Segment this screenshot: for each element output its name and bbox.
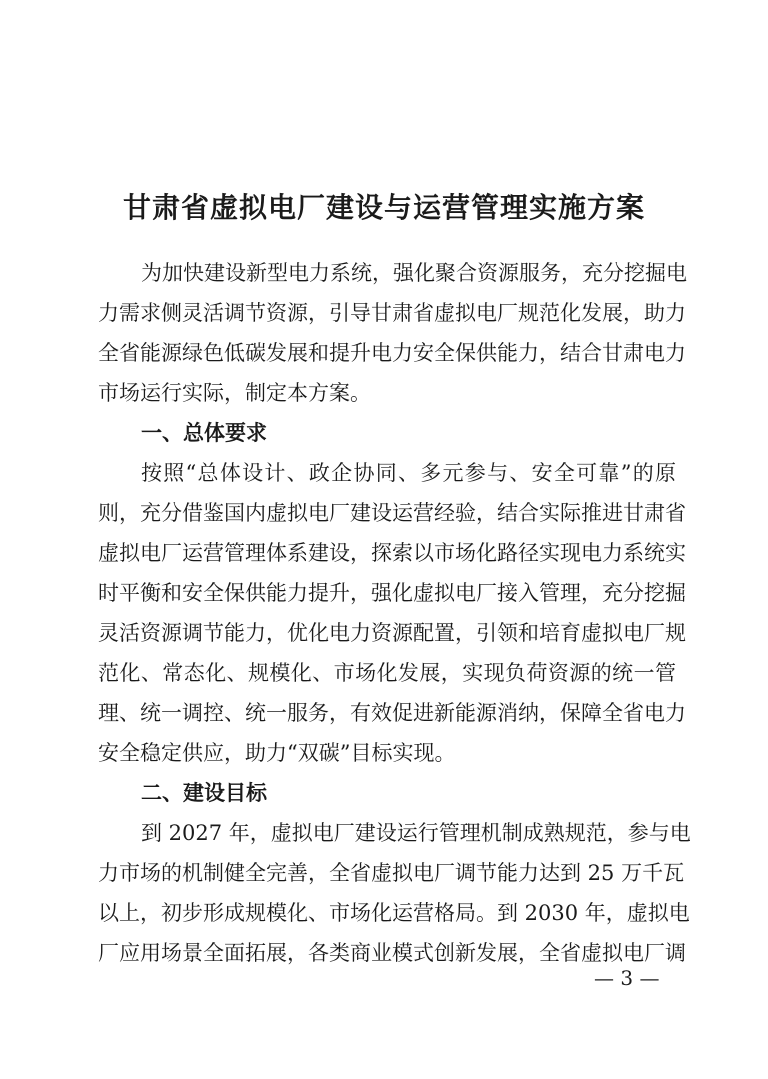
paragraph-line: 为加快建设新型电力系统，强化聚合资源服务，充分挖掘电: [141, 261, 687, 285]
paragraph-line: 虚拟电厂运营管理体系建设，探索以市场化路径实现电力系统实: [98, 541, 686, 565]
paragraph-line: 范化、常态化、规模化、市场化发展，实现负荷资源的统一管: [98, 661, 676, 685]
paragraph-line: 市场运行实际，制定本方案。: [98, 381, 371, 405]
paragraph-line: 理、统一调控、统一服务，有效促进新能源消纳，保障全省电力: [98, 701, 686, 725]
paragraph-line: 安全稳定供应，助力“双碳”目标实现。: [98, 741, 456, 765]
paragraph-line: 厂应用场景全面拓展，各类商业模式创新发展，全省虚拟电厂调: [98, 941, 686, 965]
page-number: — 3 —: [594, 966, 660, 990]
section-heading-construction-goals: 二、建设目标: [141, 781, 267, 805]
paragraph-line: 到 2027 年，虚拟电厂建设运行管理机制成熟规范，参与电: [141, 821, 691, 845]
document-title: 甘肃省虚拟电厂建设与运营管理实施方案: [122, 191, 645, 224]
paragraph-line: 时平衡和安全保供能力提升，强化虚拟电厂接入管理，充分挖掘: [98, 581, 686, 605]
paragraph-line: 力市场的机制健全完善，全省虚拟电厂调节能力达到 25 万千瓦: [98, 861, 685, 885]
section-heading-overall-requirements: 一、总体要求: [141, 421, 267, 445]
paragraph-line: 力需求侧灵活调节资源，引导甘肃省虚拟电厂规范化发展，助力: [98, 301, 686, 325]
paragraph-line: 以上，初步形成规模化、市场化运营格局。到 2030 年，虚拟电: [98, 901, 690, 925]
paragraph-line: 按照“总体设计、政企协同、多元参与、安全可靠”的原: [141, 461, 676, 485]
paragraph-line: 则，充分借鉴国内虚拟电厂建设运营经验，结合实际推进甘肃省: [98, 501, 686, 525]
paragraph-line: 全省能源绿色低碳发展和提升电力安全保供能力，结合甘肃电力: [98, 341, 686, 365]
paragraph-line: 灵活资源调节能力，优化电力资源配置，引领和培育虚拟电厂规: [98, 621, 686, 645]
